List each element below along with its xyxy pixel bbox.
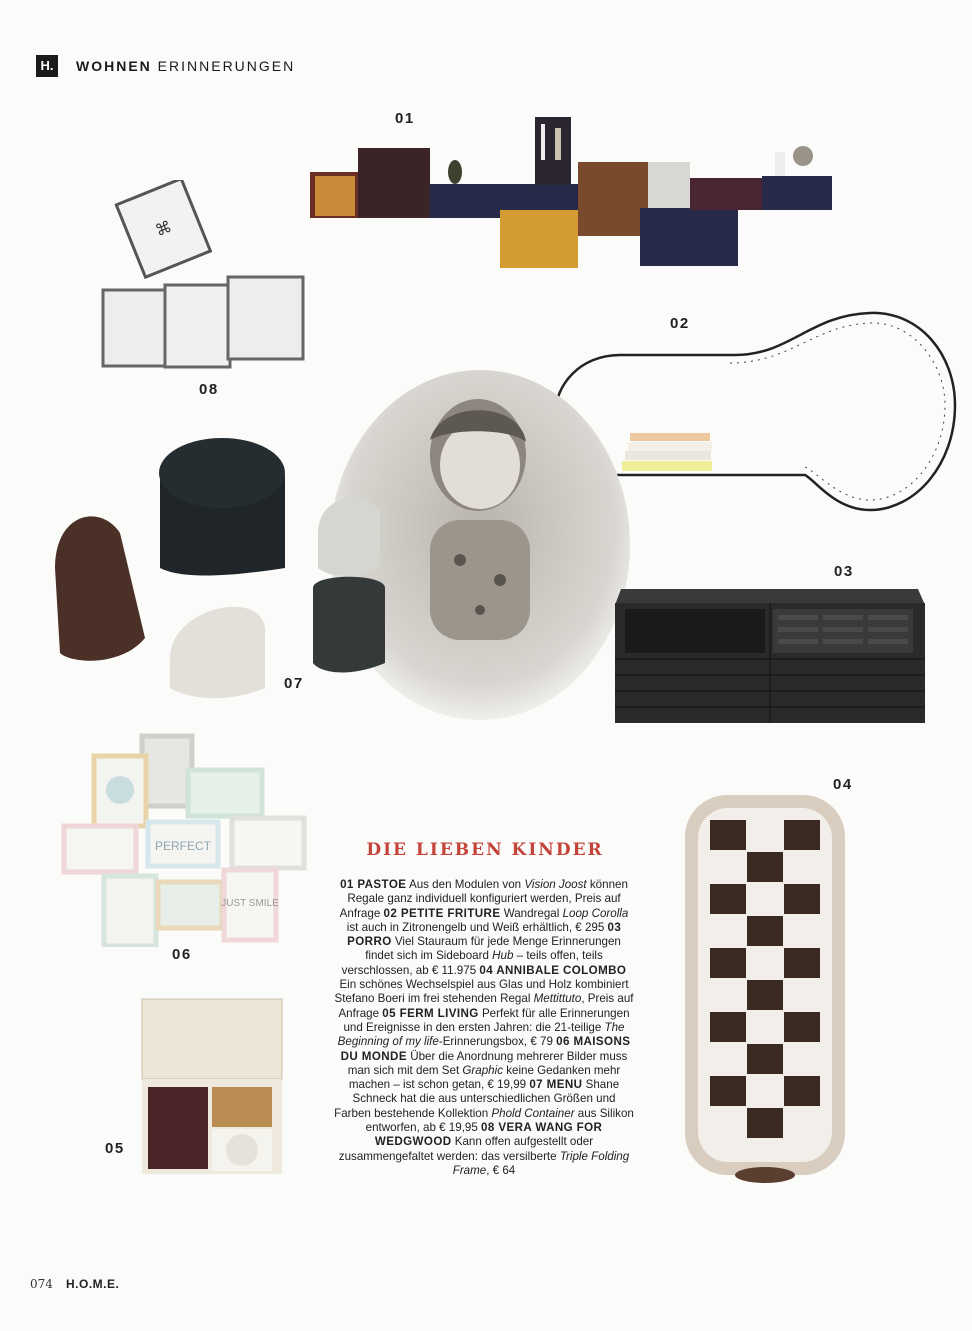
article-text: – teils offen, teils verschlossen, ab € 11.975	[341, 949, 603, 977]
folding-frame-image	[95, 180, 310, 375]
product-number-04: 04	[833, 776, 853, 793]
product-number-01: 01	[395, 110, 415, 127]
product-name: Vision Joost	[524, 878, 587, 891]
phold-containers-image	[50, 438, 385, 703]
product-number-07: 07	[284, 675, 304, 692]
brand-label: 07 MENU	[529, 1078, 583, 1092]
brand-label: 08 VERA WANG FOR WEDGWOOD	[374, 1121, 603, 1149]
article-text: Wandregal	[500, 906, 563, 920]
product-name: The Beginning of my life	[337, 1020, 625, 1049]
frame-perfect-text: PERFECT	[154, 839, 212, 853]
product-name: Triple Folding Frame	[452, 1149, 630, 1177]
product-name: Loop Corolla	[562, 906, 629, 920]
article-headline: DIE LIEBEN KINDER	[366, 840, 604, 860]
brand-label: 01 PASTOE	[340, 878, 407, 891]
section-name: WOHNEN	[76, 58, 152, 74]
memory-box-image	[138, 995, 286, 1180]
freestanding-shelf-image	[680, 790, 850, 1185]
article-text: Perfekt für alle Erinnerungen und Ereignisse in den ersten Jahren: die 21-teilige	[343, 1006, 630, 1034]
magazine-logo: H.	[36, 55, 58, 77]
section-topic: ERINNERUNGEN	[157, 58, 296, 74]
product-number-08: 08	[199, 381, 219, 398]
article-text: Aus den Modulen von	[406, 878, 525, 891]
section-header	[76, 58, 295, 74]
magazine-brand: H.O.M.E.	[66, 1277, 120, 1291]
product-name: Mettittuto	[533, 992, 582, 1006]
brand-label: 03 PORRO	[347, 920, 622, 949]
article-text: -Erinnerungsbox, € 79	[438, 1035, 557, 1049]
article-text: , € 64	[486, 1163, 516, 1177]
product-name: Hub	[492, 949, 514, 963]
article-text: Über die Anordnung mehrerer Bilder muss man sich mit dem Set	[347, 1049, 628, 1077]
product-number-02: 02	[670, 315, 690, 332]
brand-label: 02 PETITE FRITURE	[383, 906, 501, 920]
sideboard-image	[613, 583, 928, 731]
brand-label: 04 ANNIBALE COLOMBO	[479, 963, 627, 977]
wall-shelf-image	[305, 112, 835, 274]
article-text: keine Gedanken mehr machen – ist schon getan, € 19,99	[348, 1063, 621, 1092]
article-text: , Preis auf Anfrage	[338, 992, 634, 1020]
article-text: Shane Schneck hat die aus unterschiedlichen Größen und Farben bestehende Kollektion	[334, 1078, 620, 1120]
svg-text:⌘: ⌘	[153, 218, 175, 241]
article-text: aus Silikon entworfen, ab € 19,95	[365, 1106, 634, 1135]
page-number: 074	[30, 1277, 53, 1291]
product-number-05: 05	[105, 1140, 125, 1157]
article-text: ist auch in Zitronengelb und Weiß erhältlich, € 295	[346, 920, 608, 934]
photo-frames-set-image	[58, 732, 310, 947]
article-text: Kann offen aufgestellt oder zusammengefaltet werden: das versilberte	[338, 1135, 594, 1163]
product-name: Graphic	[462, 1063, 503, 1077]
brand-label: 06 MAISONS DU MONDE	[340, 1035, 631, 1063]
frame-just-smile-text: JUST SMILE	[221, 898, 279, 909]
product-number-03: 03	[834, 563, 854, 580]
article-text: können Regale ganz individuell konfiguriert werden, Preis auf Anfrage	[339, 878, 628, 920]
brand-label: 05 FERM LIVING	[382, 1006, 479, 1020]
product-number-06: 06	[172, 946, 192, 963]
product-name: Phold Container	[491, 1106, 575, 1120]
article-body	[334, 878, 634, 1178]
article-text: Viel Stauraum für jede Menge Erinnerungen findet sich im Sideboard	[365, 935, 621, 963]
article-text: Ein schönes Wechselspiel aus Glas und Holz kombiniert Stefano Boeri im frei stehenden Regal	[334, 978, 629, 1006]
